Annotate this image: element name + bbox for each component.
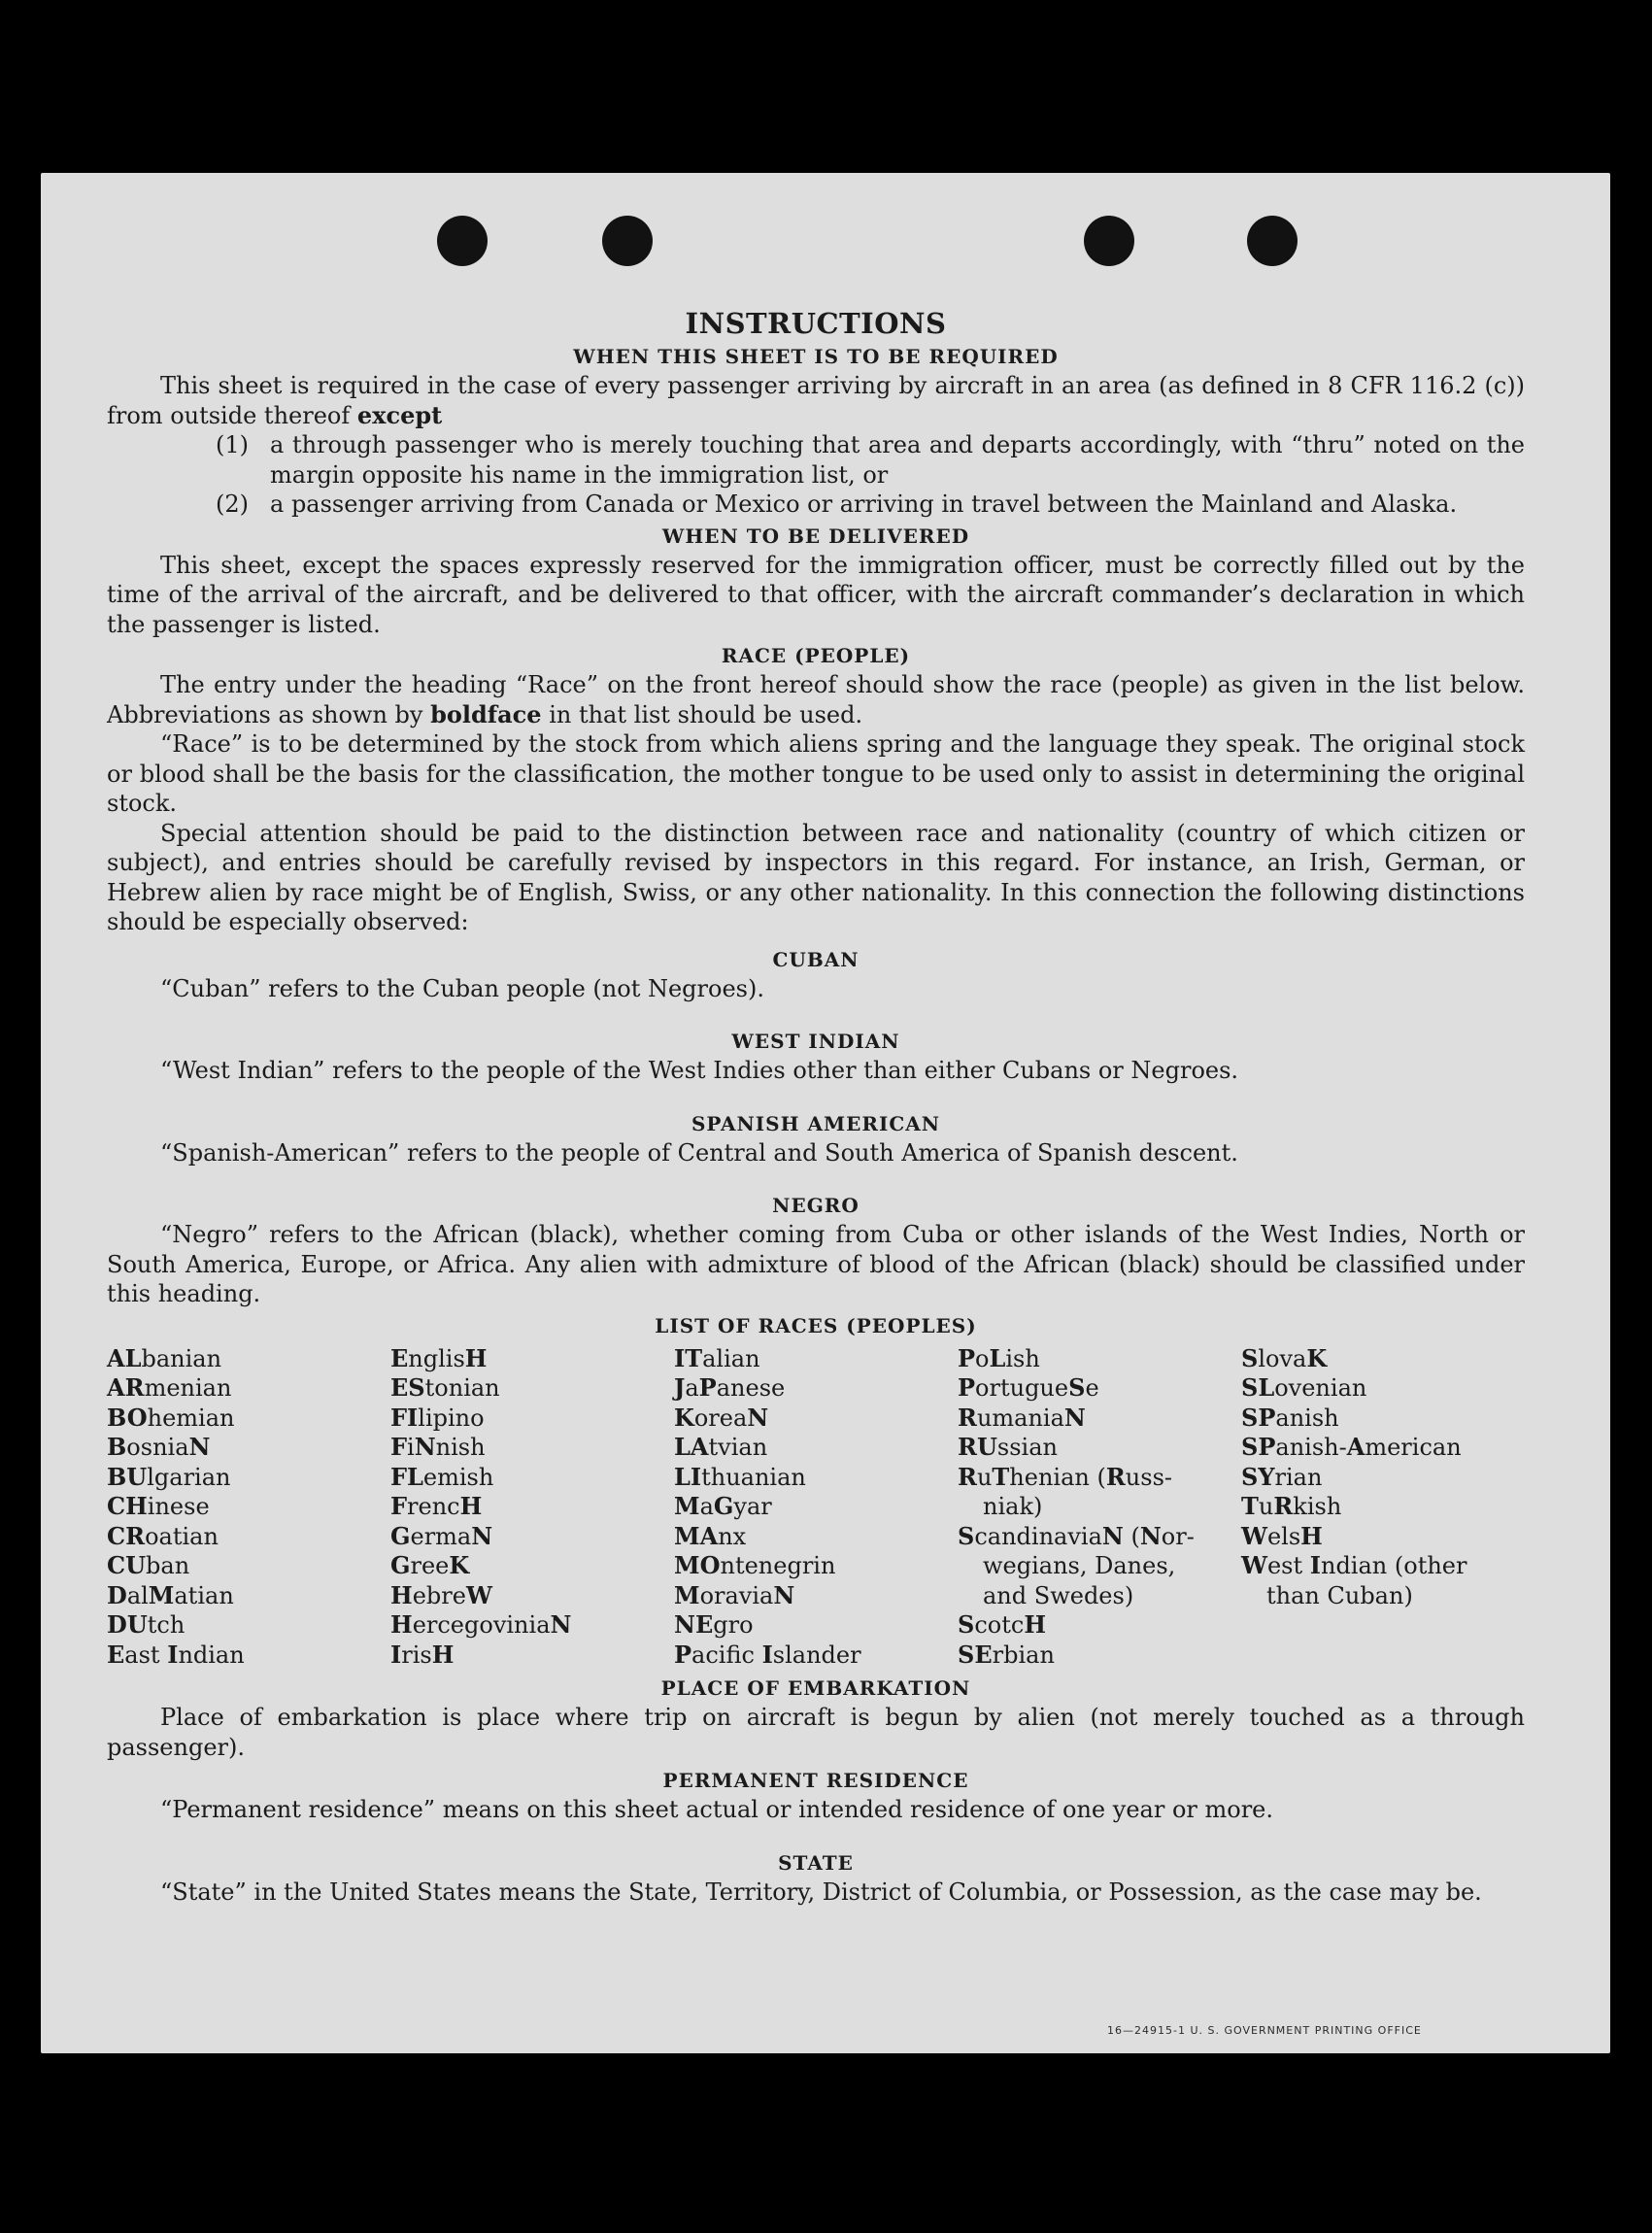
paragraph: “Permanent residence” means on this sheet actual or intended residence of one year or more. [160,1796,1273,1823]
race-entry: LIthuanian [674,1462,806,1491]
list-item: (2) a passenger arriving from Canada or Mexico or arriving in travel between the Mainland and Alaska. [216,491,1458,518]
section-heading: WEST INDIAN [731,1030,900,1053]
paragraph: Special attention should be paid to the distinction between race and nationality (country of which citizen or subject), and entries should be carefully revised by inspectors in this regard. For instance, an Irish, German, or Hebrew alien by race might be of English, Swiss, or any other nationality. In this connection the following distinctions should be especially observed: [107,819,1525,935]
race-entry: ITalian [674,1343,760,1372]
race-entry: HercegoviniaN [390,1610,572,1639]
race-entry: East Indian [107,1640,245,1669]
race-entry: DalMatian [107,1580,234,1609]
race-entry: BOhemian [107,1403,235,1432]
race-entry: IrisH [390,1640,455,1669]
race-entry: WelsH [1241,1521,1323,1550]
section-heading: STATE [778,1850,854,1875]
race-entry: FLemish [390,1462,494,1491]
race-entry: PoLish [958,1343,1040,1372]
punch-hole [1084,216,1134,266]
race-entry: SlovaK [1241,1343,1328,1372]
race-entry: DUtch [107,1610,185,1639]
race-entry: and Swedes) [983,1581,1134,1609]
printer-imprint: 16—24915-1 U. S. GOVERNMENT PRINTING OFFICE [1107,2024,1422,2037]
paragraph: The entry under the heading “Race” on the front hereof should show the race (people) as given in the list below. Abbreviations as shown by boldface in that list should be used. [107,671,1525,728]
race-entry: PortugueSe [958,1373,1099,1402]
paragraph: This sheet, except the spaces expressly reserved for the immigration officer, must be correctly filled out by the time of the arrival of the aircraft, and be delivered to that officer, with the aircraft commander’s declaration in which the passenger is listed. [107,551,1525,638]
race-entry: SErbian [958,1640,1055,1669]
race-entry: FiNnish [390,1433,486,1461]
race-entry: MOntenegrin [674,1551,836,1579]
race-entry: SYrian [1241,1462,1323,1491]
race-entry: MaGyar [674,1492,772,1520]
instructions-body [107,307,1525,1907]
race-entry: ScandinaviaN (Nor- [958,1521,1195,1550]
race-entry: RumaniaN [958,1403,1086,1432]
race-entry: TuRkish [1241,1492,1342,1520]
race-entry: LAtvian [674,1433,768,1461]
paragraph: “West Indian” refers to the people of the West Indies other than either Cubans or Negroes. [160,1057,1239,1084]
race-column [958,1344,1241,1671]
section-heading: WHEN THIS SHEET IS TO BE REQUIRED [573,345,1059,368]
race-entry: KoreaN [674,1403,769,1432]
page-title: INSTRUCTIONS [685,307,947,340]
race-column [674,1344,958,1671]
race-entry: wegians, Danes, [983,1552,1176,1579]
race-entry: CHinese [107,1492,210,1520]
race-entry: SPanish [1241,1403,1339,1432]
paragraph: “Negro” refers to the African (black), whether coming from Cuba or other islands of the West Indies, North or South America, Europe, or Africa. Any alien with admixture of blood of the African (black) should be classified under this heading. [107,1221,1525,1307]
paragraph: “Cuban” refers to the Cuban people (not Negroes). [160,974,764,1002]
race-entry: EStonian [390,1373,500,1402]
section-heading: PERMANENT RESIDENCE [662,1769,969,1792]
race-entry: EnglisH [390,1343,488,1372]
section-heading: SPANISH AMERICAN [691,1111,941,1135]
race-column [1241,1344,1525,1671]
race-entry: MoraviaN [674,1580,795,1609]
race-entry: JaPanese [674,1373,786,1402]
paragraph: This sheet is required in the case of every passenger arriving by aircraft in an area (as defined in 8 CFR 116.2 (c)) from outside thereof except [107,372,1525,429]
race-entry: ALbanian [107,1343,222,1372]
document-sheet [41,173,1610,2053]
race-column [107,1344,390,1671]
paragraph: “State” in the United States means the State, Territory, District of Columbia, or Possession, as the case may be. [160,1878,1482,1906]
race-entry: ARmenian [107,1373,232,1402]
race-entry: GreeK [390,1551,470,1579]
race-list [107,1344,1525,1671]
race-entry: SLovenian [1241,1373,1367,1402]
paragraph: “Spanish-American” refers to the people of Central and South America of Spanish descent. [160,1138,1238,1167]
race-entry: Pacific Islander [674,1640,861,1669]
race-entry: ScotcH [958,1610,1047,1639]
section-heading: WHEN TO BE DELIVERED [661,524,970,548]
section-heading: PLACE OF EMBARKATION [660,1676,971,1700]
punch-hole [437,216,488,266]
race-entry: BosniaN [107,1433,211,1461]
punch-hole [602,216,653,266]
race-entry: CRoatian [107,1521,219,1550]
punch-hole [1247,216,1298,266]
race-entry: SPanish-American [1241,1433,1462,1461]
paragraph: Place of embarkation is place where trip on aircraft is begun by alien (not merely touched as a through passenger). [107,1704,1525,1761]
race-entry: FrencH [390,1492,483,1520]
paragraph: “Race” is to be determined by the stock from which aliens spring and the language they speak. The original stock or blood shall be the basis for the classification, the mother tongue to be used only to assist in determining the original stock. [107,730,1525,817]
race-entry: MAnx [674,1521,747,1550]
section-heading: RACE (PEOPLE) [721,644,911,667]
race-entry: GermaN [390,1521,493,1550]
race-entry: HebreW [390,1580,492,1609]
race-entry: niak) [983,1493,1043,1520]
section-heading: LIST OF RACES (PEOPLES) [655,1313,977,1337]
race-entry: West Indian (other [1241,1551,1467,1579]
race-column [390,1344,674,1671]
race-entry: RUssian [958,1433,1058,1461]
race-entry: BUlgarian [107,1462,231,1491]
race-entry: FIlipino [390,1403,485,1432]
race-entry: RuThenian (Russ- [958,1462,1172,1491]
race-entry: than Cuban) [1266,1581,1413,1609]
section-heading: CUBAN [772,947,860,971]
race-entry: CUban [107,1551,190,1579]
race-entry: NEgro [674,1610,754,1639]
list-item: (1) a through passenger who is merely touching that area and departs accordingly, with “thru” noted on the margin opposite his name in the immigration list, or [216,431,1525,489]
section-heading: NEGRO [772,1194,860,1217]
